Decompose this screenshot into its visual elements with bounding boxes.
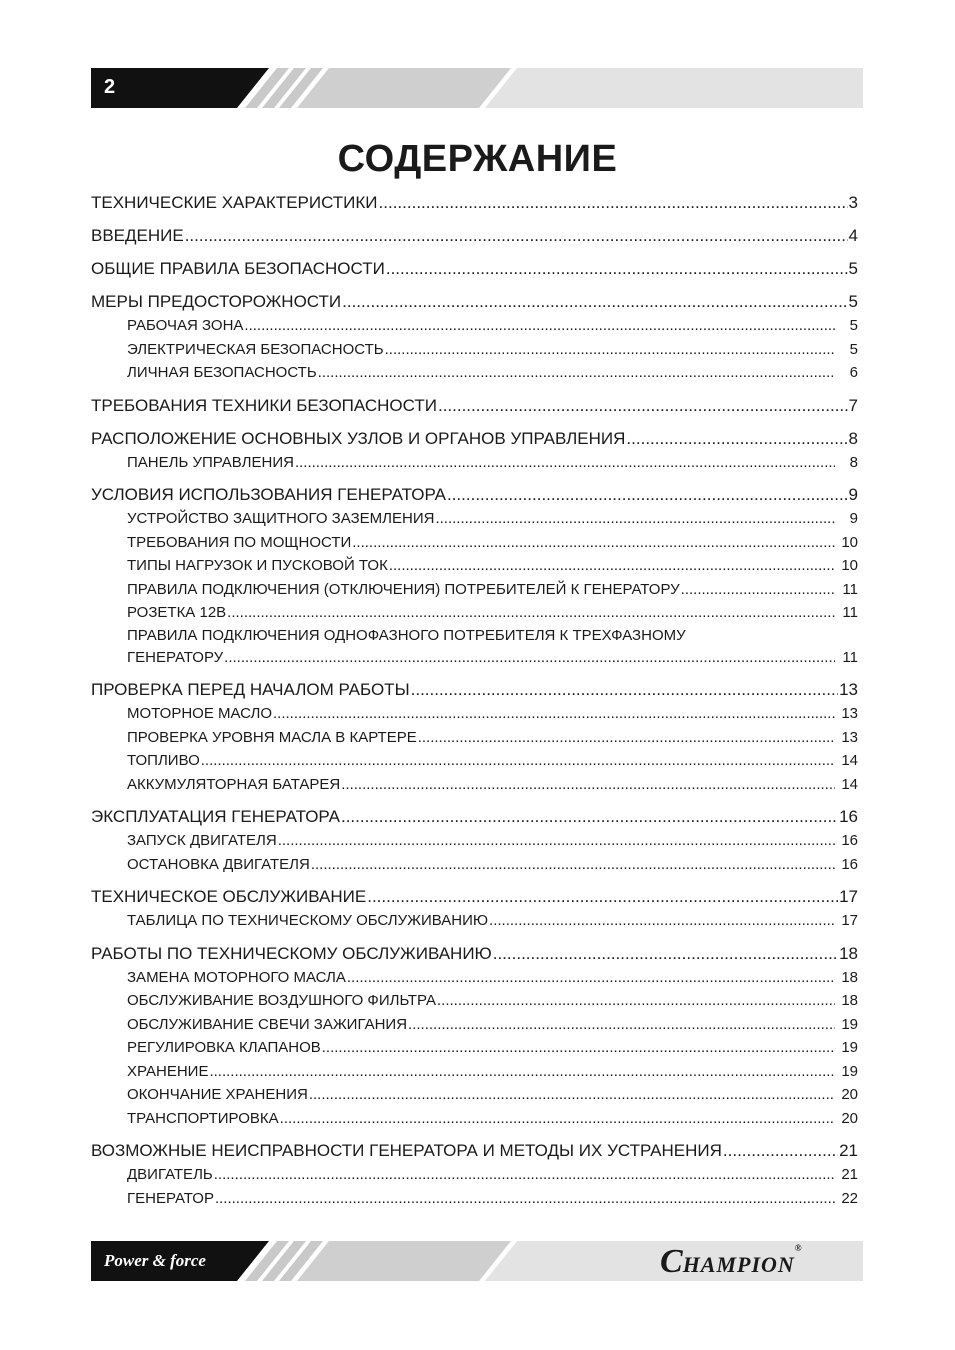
- dot-leader: [626, 426, 847, 451]
- toc-entry-page: 16: [839, 807, 858, 826]
- toc-subentry[interactable]: [91, 601, 858, 625]
- toc-entry-page: 16: [841, 855, 858, 873]
- toc-entry-page: 14: [841, 775, 858, 793]
- toc-subentry[interactable]: [91, 1060, 858, 1084]
- toc-subentry[interactable]: [91, 1013, 858, 1037]
- dot-leader: [437, 989, 835, 1013]
- dot-leader: [280, 1107, 835, 1131]
- toc-entry-page: 10: [841, 557, 858, 574]
- toc-entry-page: 21: [839, 1141, 858, 1160]
- toc-subentry[interactable]: [91, 646, 858, 670]
- toc-entry-label: ПРОВЕРКА УРОВНЯ МАСЛА В КАРТЕРЕ: [127, 728, 417, 746]
- toc-entry-label: ДВИГАТЕЛЬ: [127, 1166, 213, 1183]
- toc-entry-page: 20: [841, 1109, 858, 1127]
- table-of-contents: [91, 190, 858, 1218]
- dot-leader: [278, 829, 835, 853]
- toc-subentry[interactable]: [91, 749, 858, 773]
- toc-entry-label: ПАНЕЛЬ УПРАВЛЕНИЯ: [127, 453, 294, 471]
- toc-section-entry[interactable]: [91, 256, 858, 281]
- toc-subentry[interactable]: [91, 531, 858, 555]
- toc-entry-page: 18: [841, 968, 858, 986]
- toc-section-entry[interactable]: [91, 677, 858, 702]
- dot-leader: [273, 702, 835, 726]
- dot-leader: [418, 726, 835, 750]
- toc-entry-page: 19: [841, 1039, 858, 1056]
- toc-entry-page: 13: [839, 680, 858, 699]
- toc-subentry[interactable]: [91, 702, 858, 726]
- dot-leader: [367, 884, 838, 909]
- toc-section-entry[interactable]: [91, 426, 858, 451]
- toc-section: [91, 482, 858, 669]
- toc-section-entry[interactable]: [91, 804, 858, 829]
- toc-entry-label: РЕГУЛИРОВКА КЛАПАНОВ: [127, 1039, 321, 1056]
- toc-section: [91, 289, 858, 385]
- toc-entry-page: 10: [841, 533, 858, 551]
- dot-leader: [493, 941, 838, 966]
- toc-section-entry[interactable]: [91, 941, 858, 966]
- toc-section-entry[interactable]: [91, 884, 858, 909]
- dot-leader: [389, 554, 835, 578]
- toc-entry-page: 4: [848, 226, 858, 245]
- toc-entry-page: 16: [841, 832, 858, 849]
- header-stripes: [91, 68, 863, 108]
- toc-entry-label: ТАБЛИЦА ПО ТЕХНИЧЕСКОМУ ОБСЛУЖИВАНИЮ: [127, 912, 489, 929]
- toc-entry-page: 7: [848, 395, 858, 415]
- toc-section: [91, 393, 858, 418]
- toc-entry-label: ЛИЧНАЯ БЕЗОПАСНОСТЬ: [127, 364, 317, 381]
- toc-subentry[interactable]: [91, 451, 858, 475]
- toc-entry-label: ТРАНСПОРТИРОВКА: [127, 1109, 279, 1127]
- toc-entry-label: ОБЩИЕ ПРАВИЛА БЕЗОПАСНОСТИ: [91, 259, 385, 278]
- toc-entry-page: 5: [848, 292, 858, 311]
- toc-subentry[interactable]: [91, 314, 858, 338]
- dot-leader: [215, 1187, 835, 1211]
- toc-subentry[interactable]: [91, 1036, 858, 1060]
- toc-subentry[interactable]: [91, 338, 858, 362]
- toc-entry-page: 8: [848, 428, 858, 448]
- toc-entry-label: ОБСЛУЖИВАНИЕ СВЕЧИ ЗАЖИГАНИЯ: [127, 1015, 408, 1033]
- toc-entry-label: ТОПЛИВО: [127, 752, 200, 769]
- dot-leader: [322, 1036, 835, 1060]
- page-number: 2: [104, 76, 116, 98]
- brand-logo-initial: C: [660, 1243, 683, 1280]
- toc-entry-page: 17: [839, 887, 858, 906]
- dot-leader: [185, 223, 848, 248]
- toc-entry-label: ВВЕДЕНИЕ: [91, 226, 184, 245]
- toc-subentry[interactable]: [91, 829, 858, 853]
- toc-entry-label: ТЕХНИЧЕСКИЕ ХАРАКТЕРИСТИКИ: [91, 193, 378, 212]
- dot-leader: [244, 314, 835, 338]
- toc-subentry[interactable]: [91, 554, 858, 578]
- toc-entry-page: 13: [841, 728, 858, 746]
- toc-entry-page: 5: [849, 317, 858, 334]
- toc-section-entry[interactable]: [91, 393, 858, 418]
- toc-entry-label: ТИПЫ НАГРУЗОК И ПУСКОВОЙ ТОК: [127, 557, 388, 574]
- toc-section: [91, 256, 858, 281]
- toc-subentry[interactable]: [91, 507, 858, 531]
- toc-entry-page: 3: [848, 193, 858, 212]
- toc-section-entry[interactable]: [91, 482, 858, 507]
- toc-entry-label: РАБОТЫ ПО ТЕХНИЧЕСКОМУ ОБСЛУЖИВАНИЮ: [91, 943, 492, 963]
- toc-entry-label: МЕРЫ ПРЕДОСТОРОЖНОСТИ: [91, 292, 342, 311]
- toc-entry-page: 19: [841, 1015, 858, 1033]
- toc-section-entry[interactable]: [91, 223, 858, 248]
- page-title: СОДЕРЖАНИЕ: [337, 138, 618, 180]
- toc-section: [91, 426, 858, 475]
- toc-entry-label: УСЛОВИЯ ИСПОЛЬЗОВАНИЯ ГЕНЕРАТОРА: [91, 485, 446, 504]
- toc-entry-label: РАСПОЛОЖЕНИЕ ОСНОВНЫХ УЗЛОВ И ОРГАНОВ УПРАВЛЕНИЯ: [91, 428, 626, 448]
- dot-leader: [347, 966, 835, 990]
- toc-entry-label: ТРЕБОВАНИЯ ПО МОЩНОСТИ: [127, 533, 352, 551]
- toc-entry-label: ГЕНЕРАТОР: [127, 1189, 214, 1207]
- toc-entry-label: ОБСЛУЖИВАНИЕ ВОЗДУШНОГО ФИЛЬТРА: [127, 992, 436, 1009]
- toc-entry-page: 11: [842, 580, 858, 598]
- dot-leader: [379, 190, 848, 215]
- toc-entry-page: 6: [849, 364, 858, 381]
- dot-leader: [309, 1083, 835, 1107]
- toc-subentry[interactable]: [91, 1107, 858, 1131]
- toc-entry-label: ЗАМЕНА МОТОРНОГО МАСЛА: [127, 968, 346, 986]
- dot-leader: [295, 451, 835, 475]
- dot-leader: [352, 531, 835, 555]
- dot-leader: [386, 256, 848, 281]
- dot-leader: [489, 909, 835, 933]
- toc-section-entry[interactable]: [91, 1138, 858, 1163]
- toc-section: [91, 884, 858, 933]
- toc-entry-page: 18: [839, 943, 858, 963]
- toc-section-entry[interactable]: [91, 289, 858, 314]
- dot-leader: [201, 749, 835, 773]
- toc-subentry[interactable]: [91, 361, 858, 385]
- toc-entry-label: ПРОВЕРКА ПЕРЕД НАЧАЛОМ РАБОТЫ: [91, 680, 410, 699]
- dot-leader: [447, 482, 848, 507]
- toc-subentry[interactable]: [91, 966, 858, 990]
- dot-leader: [341, 804, 838, 829]
- toc-entry-page: 5: [849, 340, 858, 358]
- toc-entry-page: 20: [841, 1086, 858, 1103]
- toc-entry-page: 11: [842, 604, 858, 621]
- toc-subentry[interactable]: [91, 989, 858, 1013]
- toc-entry-label: ОКОНЧАНИЕ ХРАНЕНИЯ: [127, 1086, 308, 1103]
- toc-section: [91, 190, 858, 215]
- toc-entry-page: 11: [842, 648, 858, 666]
- toc-subentry-label-line: ПРАВИЛА ПОДКЛЮЧЕНИЯ ОДНОФАЗНОГО ПОТРЕБИТЕЛЯ К ТРЕХФАЗНОМУ: [127, 626, 686, 644]
- toc-section: [91, 1138, 858, 1210]
- toc-entry-label: ВОЗМОЖНЫЕ НЕИСПРАВНОСТИ ГЕНЕРАТОРА И МЕТОДЫ ИХ УСТРАНЕНИЯ: [91, 1141, 722, 1160]
- toc-section: [91, 223, 858, 248]
- dot-leader: [209, 1060, 835, 1084]
- dot-leader: [227, 601, 835, 625]
- toc-subentry[interactable]: [91, 578, 858, 602]
- dot-leader: [311, 853, 835, 877]
- toc-entry-page: 18: [841, 992, 858, 1009]
- toc-section-entry[interactable]: [91, 190, 858, 215]
- toc-entry-label: МОТОРНОЕ МАСЛО: [127, 705, 273, 722]
- toc-entry-label: АККУМУЛЯТОРНАЯ БАТАРЕЯ: [127, 775, 341, 793]
- toc-entry-label: ОСТАНОВКА ДВИГАТЕЛЯ: [127, 855, 310, 873]
- toc-entry-page: 9: [849, 510, 858, 527]
- toc-subentry[interactable]: [91, 726, 858, 750]
- toc-entry-page: 17: [841, 912, 858, 929]
- toc-entry-label: ТРЕБОВАНИЯ ТЕХНИКИ БЕЗОПАСНОСТИ: [91, 395, 437, 415]
- toc-entry-label: ТЕХНИЧЕСКОЕ ОБСЛУЖИВАНИЕ: [91, 887, 367, 906]
- toc-entry-page: 14: [841, 752, 858, 769]
- toc-section: [91, 677, 858, 796]
- toc-entry-label: ЗАПУСК ДВИГАТЕЛЯ: [127, 832, 277, 849]
- dot-leader: [408, 1013, 835, 1037]
- registered-mark: ®: [794, 1243, 802, 1253]
- toc-entry-page: 21: [841, 1166, 858, 1183]
- dot-leader: [214, 1163, 835, 1187]
- dot-leader: [385, 338, 835, 362]
- dot-leader: [438, 393, 848, 418]
- toc-section: [91, 941, 858, 1131]
- footer-slogan: Power & force: [104, 1251, 206, 1270]
- toc-entry-label: ГЕНЕРАТОРУ: [127, 648, 224, 666]
- dot-leader: [435, 507, 835, 531]
- toc-subentry[interactable]: [91, 773, 858, 797]
- toc-entry-page: 9: [848, 485, 858, 504]
- brand-logo-rest: HAMPION: [682, 1252, 795, 1277]
- toc-subentry[interactable]: [91, 853, 858, 877]
- dot-leader: [224, 646, 835, 670]
- toc-subentry[interactable]: [91, 909, 858, 933]
- toc-entry-label: ПРАВИЛА ПОДКЛЮЧЕНИЯ (ОТКЛЮЧЕНИЯ) ПОТРЕБИТЕЛЕЙ К ГЕНЕРАТОРУ: [127, 580, 680, 598]
- toc-entry-label: ХРАНЕНИЕ: [127, 1062, 209, 1080]
- toc-subentry[interactable]: [91, 1187, 858, 1211]
- toc-subentry[interactable]: [91, 1083, 858, 1107]
- toc-entry-page: 13: [841, 705, 858, 722]
- dot-leader: [681, 578, 835, 602]
- toc-entry-label: РОЗЕТКА 12В: [127, 604, 227, 621]
- brand-logo: [660, 1243, 802, 1281]
- dot-leader: [318, 361, 835, 385]
- toc-entry-page: 8: [849, 453, 858, 471]
- dot-leader: [723, 1138, 838, 1163]
- toc-entry-page: 22: [841, 1189, 858, 1207]
- dot-leader: [342, 289, 847, 314]
- toc-section: [91, 804, 858, 876]
- toc-subentry[interactable]: [91, 1163, 858, 1187]
- toc-entry-page: 19: [841, 1062, 858, 1080]
- dot-leader: [411, 677, 838, 702]
- toc-entry-label: УСТРОЙСТВО ЗАЩИТНОГО ЗАЗЕМЛЕНИЯ: [127, 510, 435, 527]
- toc-entry-label: ЭКСПЛУАТАЦИЯ ГЕНЕРАТОРА: [91, 807, 340, 826]
- toc-entry-label: ЭЛЕКТРИЧЕСКАЯ БЕЗОПАСНОСТЬ: [127, 340, 384, 358]
- header-band: [91, 68, 863, 108]
- toc-entry-label: РАБОЧАЯ ЗОНА: [127, 317, 244, 334]
- dot-leader: [341, 773, 835, 797]
- toc-entry-page: 5: [848, 259, 858, 278]
